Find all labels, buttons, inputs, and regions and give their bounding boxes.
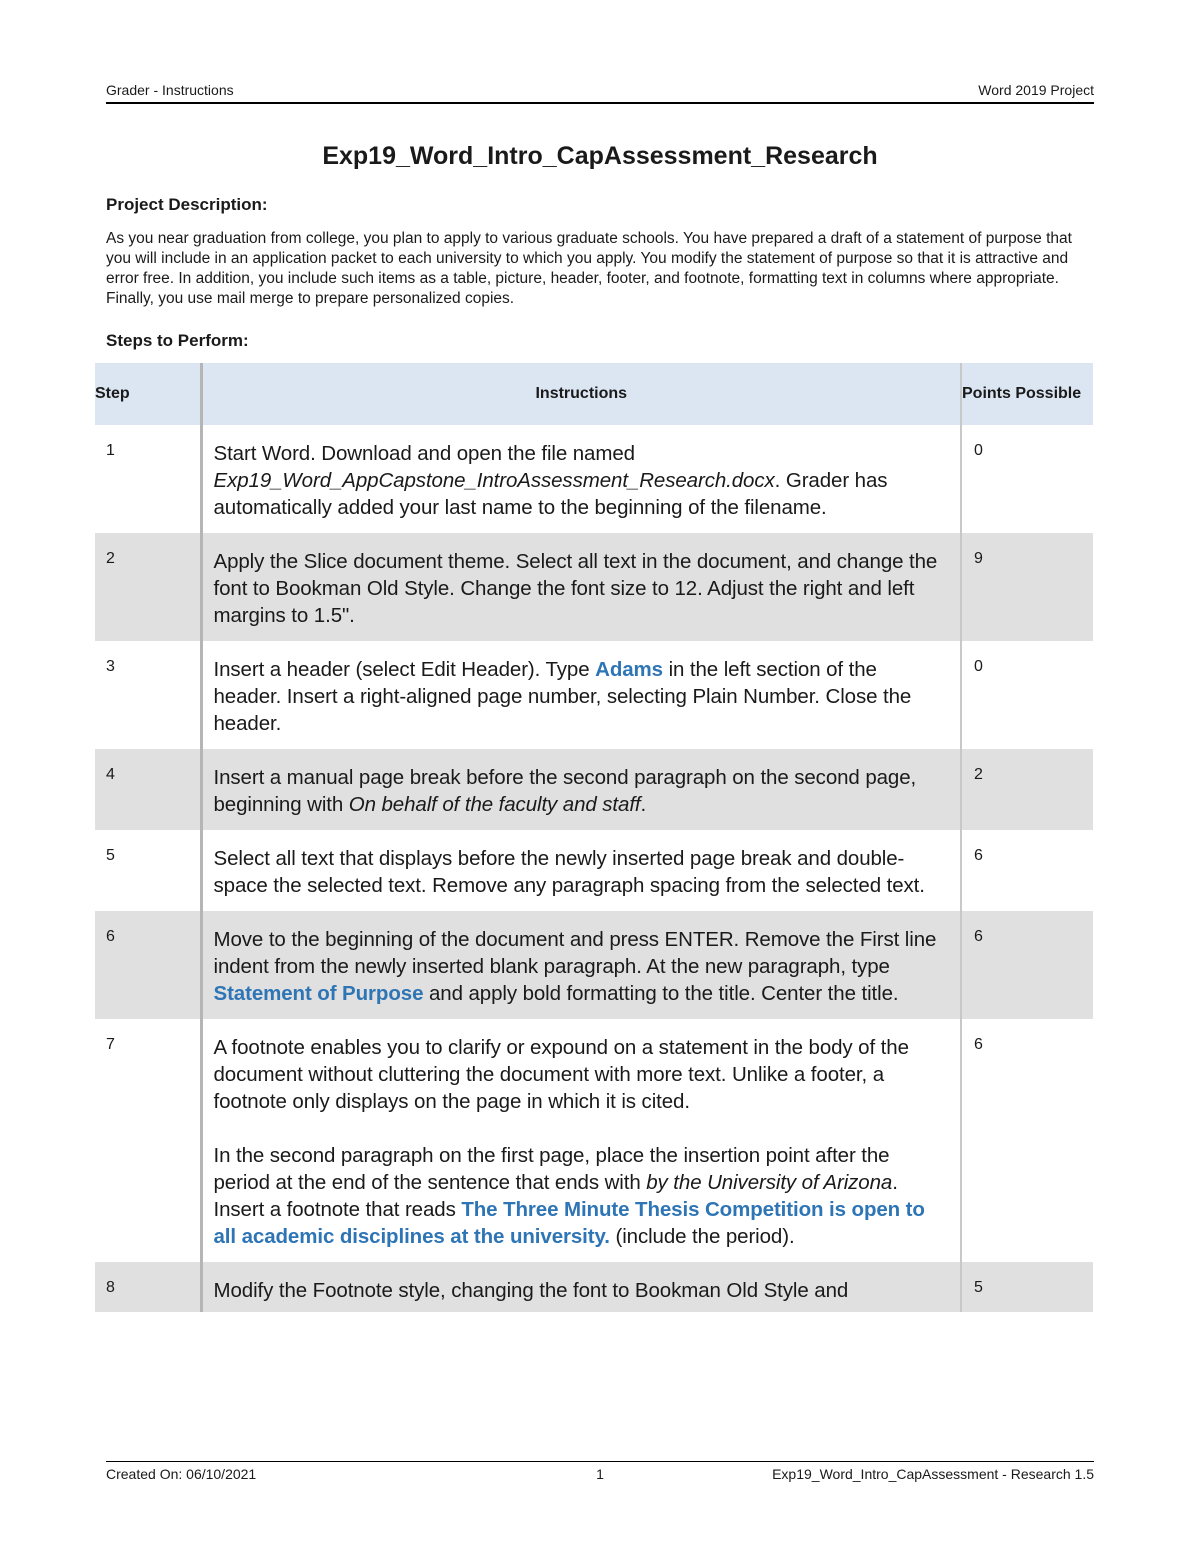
step-points: 5 (961, 1262, 1093, 1312)
instruction-text: . Insert a footnote that reads (213, 1171, 898, 1221)
instruction-text: Apply the Slice document theme. Select all text in the document, and change the font to Bookman Old Style. Change the font size to 12. Adjust the right and left margins to 1.5". (213, 550, 938, 627)
step-instructions (201, 533, 961, 641)
instructions-column-header: Instructions (201, 363, 961, 425)
step-points: 6 (974, 1036, 983, 1053)
step-points: 9 (961, 533, 1093, 641)
step-instructions (201, 749, 961, 830)
instruction-text: Insert a manual page break before the second paragraph on the second page, beginning with (213, 766, 917, 816)
step-number: 5 (95, 830, 201, 911)
instruction-paragraph (214, 1142, 951, 1250)
instruction-text: . Grader has automatically added your last name to the beginning of the filename. (213, 469, 888, 519)
step-points: 2 (961, 749, 1093, 830)
instruction-typed-text: Adams (595, 658, 663, 681)
instruction-text: Move to the beginning of the document and press ENTER. Remove the First line indent from the newly inserted blank paragraph. At the new paragraph, type (213, 928, 937, 978)
instruction-text: . (640, 793, 647, 816)
table-row (95, 911, 1093, 1019)
table-row (95, 641, 1093, 749)
instruction-text: in the left section of the header. Insert a right-aligned page number, selecting Plain Number. Close the header. (213, 658, 912, 735)
steps-table (95, 363, 1093, 1312)
header-right-text: Word 2019 Project (978, 82, 1094, 98)
step-instructions (201, 1019, 961, 1262)
instruction-paragraph: A footnote enables you to clarify or expound on a statement in the body of the document without cluttering the document with more text. Unlike a footer, a footnote only displays on the page in which it is cited. (213, 1036, 909, 1113)
step-points: 6 (961, 911, 1093, 1019)
footer-document-id: Exp19_Word_Intro_CapAssessment - Research 1.5 (772, 1466, 1094, 1482)
instruction-text: and apply bold formatting to the title. Center the title. (423, 982, 899, 1005)
step-instructions (201, 830, 961, 911)
step-number: 3 (95, 641, 201, 749)
instruction-text: (include the period). (609, 1225, 795, 1248)
step-number: 7 (95, 1019, 201, 1262)
step-instructions (201, 641, 961, 749)
instruction-italic-text: On behalf of the faculty and staff (348, 793, 641, 816)
instruction-typed-text: The Three Minute Thesis Competition is open to all academic disciplines at the university. (213, 1198, 925, 1248)
instruction-typed-text: Statement of Purpose (213, 982, 424, 1005)
step-number: 1 (95, 425, 201, 533)
instruction-text: Insert a header (select Edit Header). Type (213, 658, 596, 681)
step-instructions (201, 911, 961, 1019)
table-row (95, 830, 1093, 911)
step-points: 0 (974, 658, 983, 675)
header-left-text: Grader - Instructions (106, 82, 234, 98)
instruction-italic-text: by the University of Arizona (646, 1171, 893, 1194)
document-title: Exp19_Word_Intro_CapAssessment_Research (322, 142, 878, 170)
step-points: 6 (974, 847, 983, 864)
step-number: 6 (95, 911, 201, 1019)
steps-heading: Steps to Perform: (106, 331, 249, 350)
table-row (95, 425, 1093, 533)
instruction-text: In the second paragraph on the first page, place the insertion point after the period at the end of the sentence that ends with (213, 1144, 890, 1194)
project-description-heading: Project Description: (106, 195, 268, 214)
step-instructions (201, 1262, 961, 1312)
step-number: 4 (95, 749, 201, 830)
header-divider (106, 102, 1094, 104)
page-footer (106, 1466, 1094, 1484)
step-instructions (201, 425, 961, 533)
table-row (95, 533, 1093, 641)
table-row (95, 749, 1093, 830)
table-row (95, 1262, 1093, 1312)
instruction-text: Select all text that displays before the newly inserted page break and double-space the selected text. Remove any paragraph spacing from the selected text. (213, 847, 925, 897)
instruction-filename: Exp19_Word_AppCapstone_IntroAssessment_Research.docx (213, 469, 775, 492)
points-column-header: Points Possible (961, 363, 1093, 425)
instruction-text: Modify the Footnote style, changing the font to Bookman Old Style and (213, 1279, 849, 1302)
project-description-text: As you near graduation from college, you plan to apply to various graduate schools. You have prepared a draft of a statement of purpose that you will include in an application packet to each university to which you apply. You modify the statement of purpose so that it is attractive and error free. In addition, you include such items as a table, picture, header, footer, and footnote, formatting text in columns where appropriate. Finally, you use mail merge to prepare personalized copies. (106, 230, 1072, 307)
page-header (106, 82, 1094, 102)
step-number: 8 (95, 1262, 201, 1312)
table-header-row (95, 363, 1093, 425)
step-number: 2 (95, 533, 201, 641)
instruction-text: Start Word. Download and open the file named (213, 442, 635, 465)
footer-created-on: Created On: 06/10/2021 (106, 1466, 257, 1482)
step-points: 0 (974, 442, 983, 459)
footer-divider (106, 1461, 1094, 1462)
footer-page-number: 1 (596, 1466, 604, 1482)
table-row (95, 1019, 1093, 1262)
step-column-header: Step (95, 363, 201, 425)
